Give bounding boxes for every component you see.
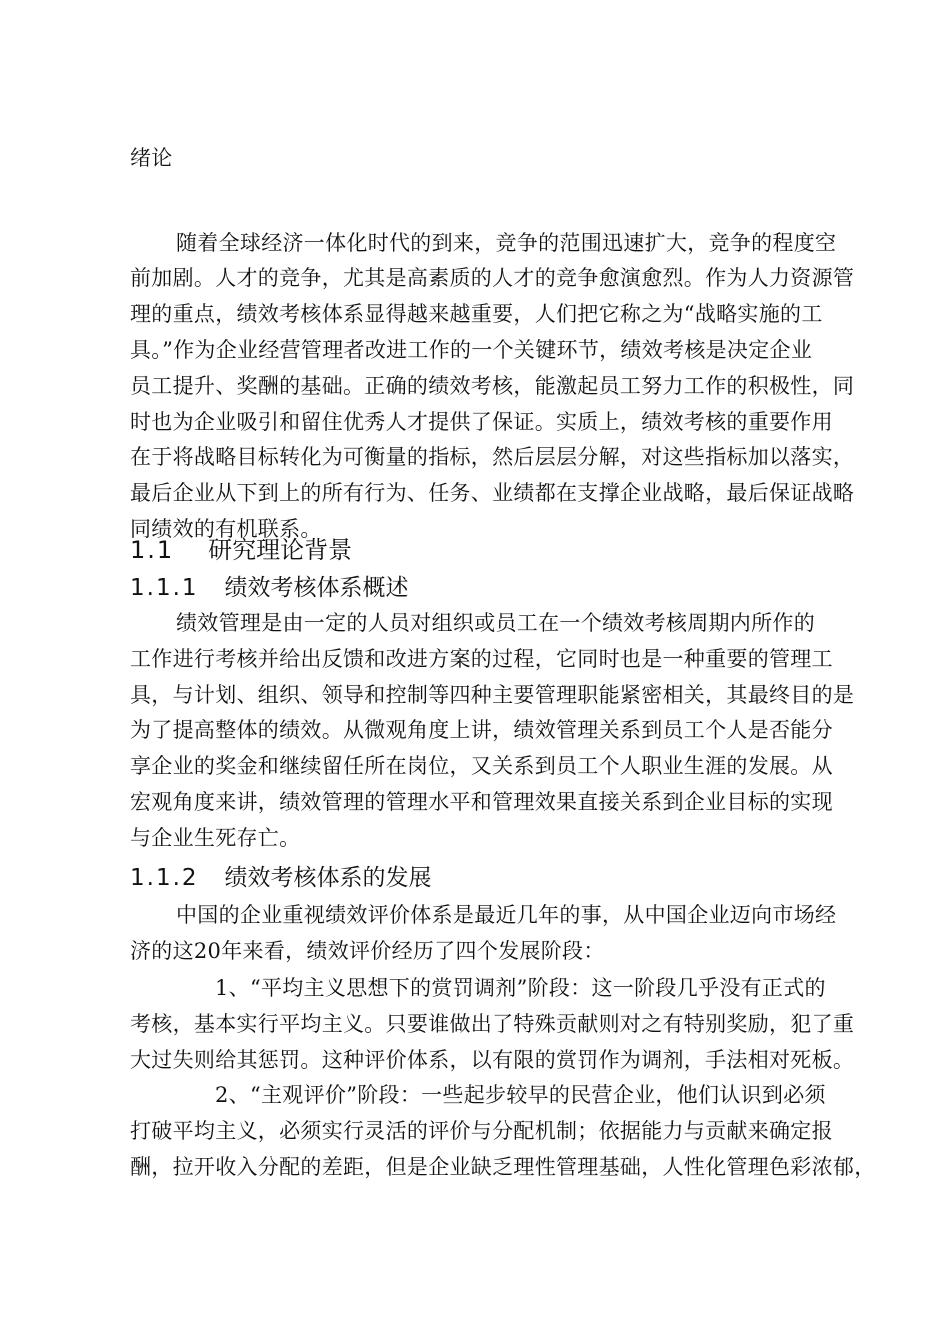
intro-line: 具。”作为企业经营管理者改进工作的一个关键环节，绩效考核是决定企业 xyxy=(130,338,813,362)
paragraph-line: 工作进行考核并给出反馈和改进方案的过程，它同时也是一种重要的管理工 xyxy=(130,647,833,671)
section-number: 1.1 xyxy=(130,536,175,564)
section-title: 绩效考核体系的发展 xyxy=(224,865,432,891)
section-heading-1-1-1 xyxy=(130,573,409,603)
stage-line: 大过失则给其惩罚。这种评价体系，以有限的赏罚作为调剂，手法相对死板。 xyxy=(130,1048,855,1072)
chapter-title: 绪论 xyxy=(130,146,173,170)
intro-line: 员工提升、奖酬的基础。正确的绩效考核，能激起员工努力工作的积极性，同 xyxy=(130,374,855,398)
paragraph-line: 为了提高整体的绩效。从微观角度上讲，绩效管理关系到员工个人是否能分 xyxy=(130,718,833,742)
intro-line: 前加剧。人才的竞争，尤其是高素质的人才的竞争愈演愈烈。作为人力资源管 xyxy=(130,266,855,290)
section-title: 绩效考核体系概述 xyxy=(224,575,409,601)
intro-line: 随着全球经济一体化时代的到来，竞争的范围迅速扩大，竞争的程度空 xyxy=(176,231,837,255)
paragraph-line: 具，与计划、组织、领导和控制等四种主要管理职能紧密相关，其最终目的是 xyxy=(130,683,855,707)
stage-line: 考核，基本实行平均主义。只要谁做出了特殊贡献则对之有特别奖励，犯了重 xyxy=(130,1012,855,1036)
intro-line: 同绩效的有机联系。 xyxy=(130,517,322,541)
section-title: 研究理论背景 xyxy=(208,536,353,564)
stage-line: 打破平均主义，必须实行灵活的评价与分配机制；依据能力与贡献来确定报 xyxy=(130,1119,833,1143)
paragraph-line: 宏观角度来讲，绩效管理的管理水平和管理效果直接关系到企业目标的实现 xyxy=(130,790,833,814)
section-number: 1.1.1 xyxy=(130,575,199,601)
section-number: 1.1.2 xyxy=(130,865,199,891)
paragraph-line: 中国的企业重视绩效评价体系是最近几年的事，从中国企业迈向市场经 xyxy=(176,903,837,927)
section-heading-1-1 xyxy=(130,535,352,565)
intro-line: 时也为企业吸引和留住优秀人才提供了保证。实质上，绩效考核的重要作用 xyxy=(130,410,833,434)
paragraph-line: 享企业的奖金和继续留任所在岗位，又关系到员工个人职业生涯的发展。从 xyxy=(130,754,833,778)
stage-line: 2、“主观评价”阶段：一些起步较早的民营企业，他们认识到必须 xyxy=(215,1083,826,1107)
section-heading-1-1-2 xyxy=(130,863,432,893)
paragraph-line: 绩效管理是由一定的人员对组织或员工在一个绩效考核周期内所作的 xyxy=(176,611,815,635)
intro-line: 最后企业从下到上的所有行为、任务、业绩都在支撑企业战略，最后保证战略 xyxy=(130,481,855,505)
paragraph-line: 与企业生死存亡。 xyxy=(130,826,301,850)
intro-line: 理的重点，绩效考核体系显得越来越重要，人们把它称之为“战略实施的工 xyxy=(130,302,823,326)
stage-line: 1、“平均主义思想下的赏罚调剂”阶段：这一阶段几乎没有正式的 xyxy=(215,976,826,1000)
intro-line: 在于将战略目标转化为可衡量的指标，然后层层分解，对这些指标加以落实， xyxy=(130,445,855,469)
paragraph-line: 济的这20年来看，绩效评价经历了四个发展阶段： xyxy=(130,939,605,963)
stage-line: 酬，拉开收入分配的差距，但是企业缺乏理性管理基础，人性化管理色彩浓郁， xyxy=(130,1155,876,1179)
